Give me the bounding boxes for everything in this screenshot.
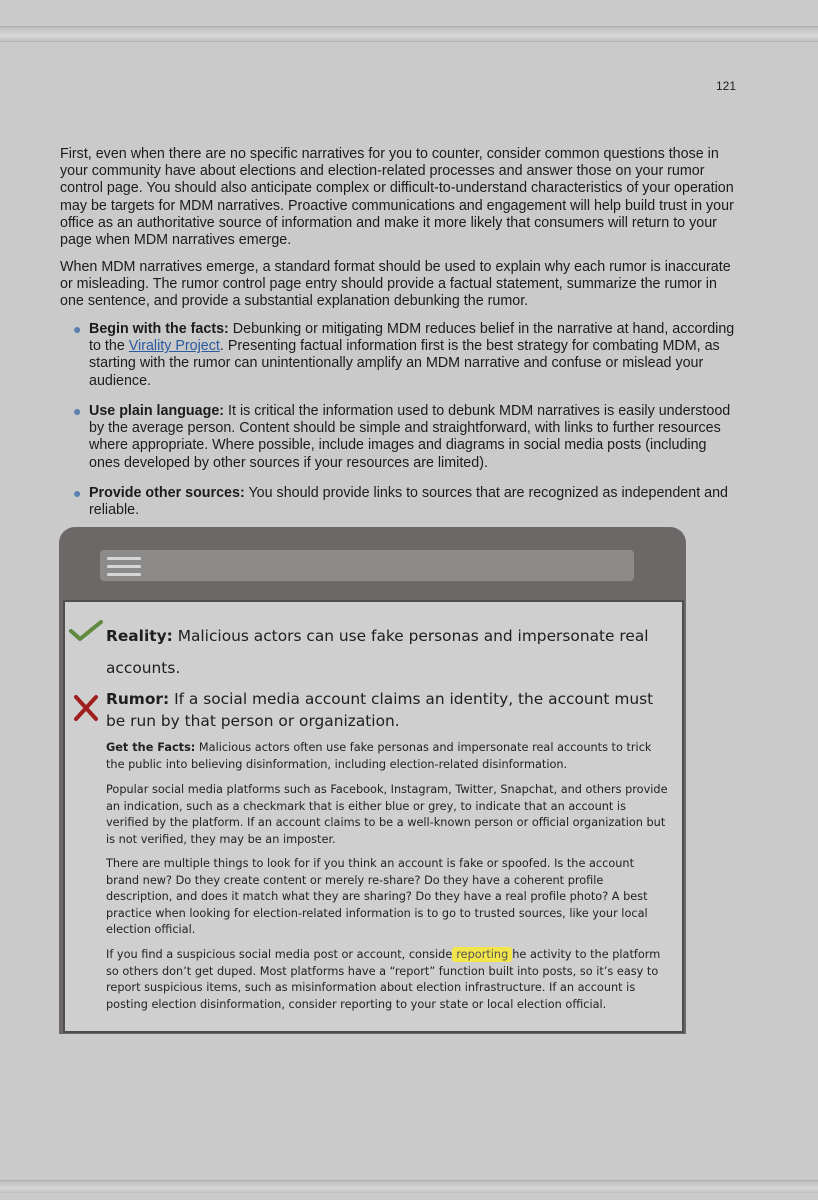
facts-paragraph [106,740,668,773]
paragraph-format: When MDM narratives emerge, a standard format should be used to explain why each rumor is inaccurate or misleading. The rumor control page entry should provide a factual statement, summarize the rumor in one sentence, and provide a substantial explanation debunking the rumor. [60,259,731,310]
bullet-text: . Presenting factual information first is the best strategy for combating MDM, as starting with the rumor can unintentionally amplify an MDM narrative and confuse or mislead your audience. [89,338,720,389]
virality-project-link[interactable]: Virality Project [128,338,220,355]
bullet-title: Begin with the facts: [89,321,229,337]
bullet-icon: ● [73,403,82,419]
reporting-text-after: he activity to the platform so others don’t get duped. Most platforms have a “report” function built into posts, so it’s easy to report suspicious items, such as misinformation about election infrastructure. If an account is posting election disinformation, consider reporting to your state or local election official. [106,948,661,1011]
reality-text: Malicious actors can use fake personas and impersonate real accounts. [106,627,649,677]
verification-paragraph: Popular social media platforms such as Facebook, Instagram, Twitter, Snapchat, and others provide an indication, such as a checkmark that is either blue or grey, to indicate that an account is verified by the platform. If an account claims to be a well-known person or official organization but is not verified, they may be an imposter. [106,783,668,846]
bullet-title: Use plain language: [89,403,225,419]
phone-address-bar[interactable] [100,550,634,581]
fake-account-paragraph: There are multiple things to look for if you think an account is fake or spoofed. Is the account brand new? Do they create content or merely re-share? Do they have a coherent profile description, and does it match what they are sharing? Do they have a real profile photo? A best practice when looking for election-related information is to go to trusted sources, like your local election official. [106,857,648,936]
page-number: 121 [715,79,736,93]
list-item [73,403,741,485]
top-page-edge [0,26,818,42]
list-item [73,485,741,521]
reporting-highlight: reporting [452,947,512,962]
reality-statement [106,620,666,684]
bottom-page-edge [0,1180,818,1193]
hamburger-icon[interactable] [107,557,141,577]
phone-screen [63,600,684,1033]
rumor-text: If a social media account claims an identity, the account must be run by that person or organization. [106,690,654,730]
guideline-list [73,321,741,521]
rumor-label: Rumor: [106,690,170,708]
bullet-text: It is critical the information used to debunk MDM narratives is easily understood by the average person. Content should be simple and straightforward, with links to further resources where appropriate. Where possible, include images and diagrams in social media posts (including ones developed by other sources if your resources are limited). [89,403,731,471]
rumor-statement [106,688,666,732]
bullet-title: Provide other sources: [89,485,245,501]
bullet-icon: ● [73,321,82,337]
facts-label: Get the Facts: [106,741,196,754]
reality-label: Reality: [106,627,173,645]
phone-mockup [59,527,686,1034]
bullet-text: Debunking or mitigating MDM reduces belief in the narrative at hand, according to the [89,321,735,355]
bullet-text: You should provide links to sources that are recognized as independent and reliable. [89,485,728,519]
bullet-icon: ● [73,485,82,501]
check-icon [69,620,103,642]
reporting-text-before: If you find a suspicious social media post or account, conside [106,948,453,961]
x-icon [73,694,99,722]
paragraph-intro: First, even when there are no specific narratives for you to counter, consider common questions those in your community have about elections and election-related processes and answer those on your rumor control page. You should also anticipate complex or difficult-to-understand characteristics of your operation may be targets for MDM narratives. Proactive communications and engagement will help build trust in your office as an authoritative source of information and make it more likely that consumers will return to your page when MDM narratives emerge. [60,146,734,249]
facts-text: Malicious actors often use fake personas and impersonate real accounts to trick the public into believing disinformation, including election-related disinformation. [106,741,652,771]
reporting-paragraph [106,947,668,1013]
list-item [73,321,741,403]
